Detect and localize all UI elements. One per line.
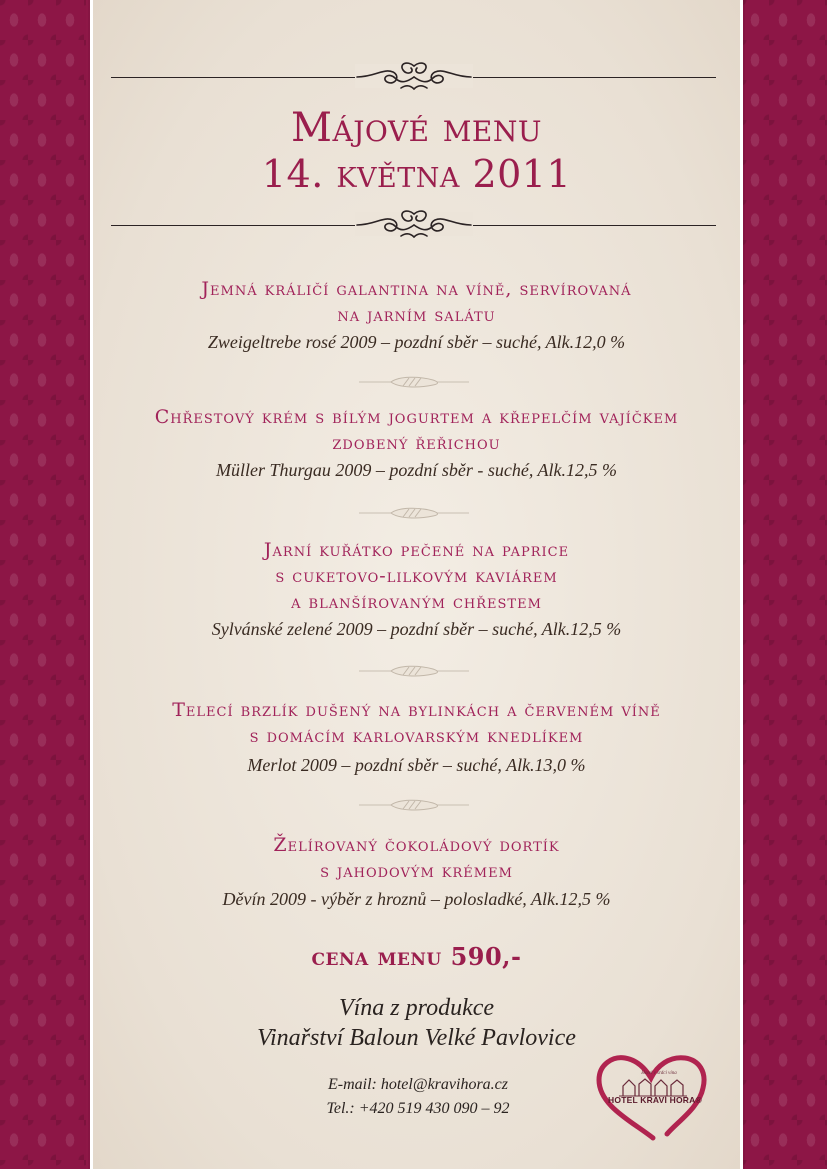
menu-date: 14. května 2011 bbox=[261, 152, 572, 196]
course-1-dish bbox=[93, 276, 740, 328]
course-5-dish bbox=[93, 832, 740, 884]
course-3-wine: Sylvánské zelené 2009 – pozdní sběr – suché, Alk.12,5 % bbox=[211, 619, 622, 639]
left-damask-border bbox=[0, 0, 86, 1169]
dish-line: na jarním salátu bbox=[337, 304, 496, 326]
feather-divider-icon bbox=[359, 797, 469, 813]
menu-title: Májové menu bbox=[291, 105, 542, 151]
dish-line: s jahodovým krémem bbox=[320, 860, 513, 882]
dish-line: Jarní kuřátko pečené na paprice bbox=[263, 539, 570, 561]
top-ornament-rule bbox=[111, 66, 716, 86]
dish-line: Chřestový krém s bílým jogurtem a křepelčím vajíčkem bbox=[154, 406, 679, 428]
bottom-ornament-rule bbox=[111, 214, 716, 234]
course-2-wine: Müller Thurgau 2009 – pozdní sběr - suché, Alk.12,5 % bbox=[216, 460, 617, 480]
feather-divider-icon bbox=[359, 663, 469, 679]
course-1-wine: Zweigeltrebe rosé 2009 – pozdní sběr – suché, Alk.12,0 % bbox=[207, 332, 626, 352]
dish-line: Telecí brzlík dušený na bylinkách a červeném víně bbox=[172, 699, 661, 721]
course-3-dish bbox=[93, 537, 740, 615]
wine-producer-line-1: Vína z produkce bbox=[338, 995, 495, 1021]
dish-line: s domácím karlovarským knedlíkem bbox=[249, 725, 584, 747]
course-5-wine: Děvín 2009 - výběr z hroznů – polosladké, Alk.12,5 % bbox=[222, 889, 611, 909]
feather-divider-icon bbox=[359, 505, 469, 521]
feather-divider-icon bbox=[359, 374, 469, 390]
scroll-flourish-icon bbox=[355, 58, 473, 94]
contact-phone[interactable]: Tel.: +420 519 430 090 – 92 bbox=[326, 1100, 510, 1117]
scroll-flourish-icon bbox=[355, 206, 473, 242]
contact-email[interactable]: E-mail: hotel@kravihora.cz bbox=[327, 1076, 508, 1093]
course-4-dish bbox=[93, 697, 740, 749]
dish-line: Želírovaný čokoládový dortík bbox=[273, 834, 560, 856]
menu-page bbox=[93, 0, 740, 1169]
course-4-wine: Merlot 2009 – pozdní sběr – suché, Alk.13,0 % bbox=[247, 755, 586, 775]
course-2-dish bbox=[93, 404, 740, 456]
dish-line: zdobený řeřichou bbox=[332, 432, 501, 454]
dish-line: Jemná králičí galantina na víně, servírovaná bbox=[201, 278, 632, 300]
logo-tagline: Hotel v srdci vína bbox=[641, 1071, 677, 1076]
right-damask-border bbox=[741, 0, 827, 1169]
logo-name: HOTEL KRAVÍ HORA® bbox=[608, 1095, 702, 1105]
wine-producer-line-2: Vinařství Baloun Velké Pavlovice bbox=[257, 1025, 576, 1051]
hotel-logo bbox=[593, 1052, 711, 1142]
dish-line: a blanšírovaným chřestem bbox=[291, 591, 542, 613]
menu-price: cena menu 590,- bbox=[311, 942, 522, 971]
dish-line: s cuketovo-lilkovým kaviárem bbox=[275, 565, 558, 587]
